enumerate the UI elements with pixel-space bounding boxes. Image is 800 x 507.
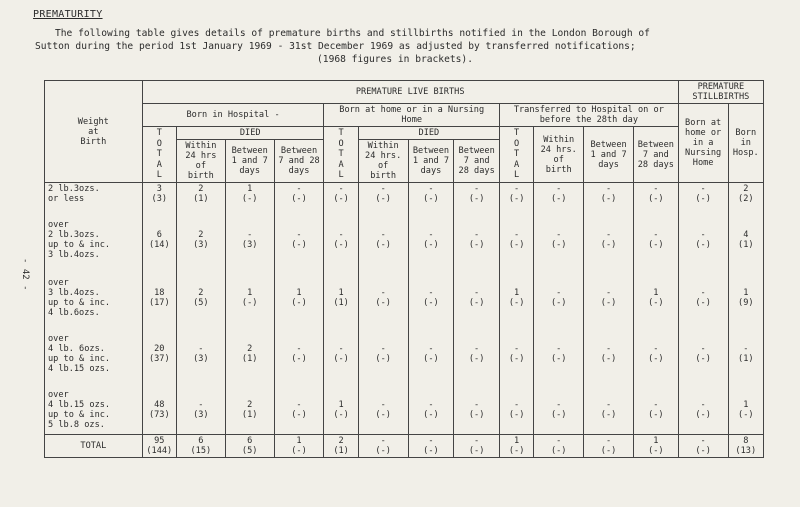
value-cell: - (-) bbox=[500, 389, 534, 435]
total-value-cell: - (-) bbox=[678, 435, 728, 458]
intro-line-3: (1968 figures in brackets). bbox=[317, 54, 473, 65]
home-header: Born at home or in a Nursing Home bbox=[324, 104, 500, 127]
total-value-cell: 1 (-) bbox=[500, 435, 534, 458]
value-cell: - (-) bbox=[454, 183, 500, 219]
weight-header: Weight at Birth bbox=[45, 81, 143, 183]
value-cell: 2 (1) bbox=[225, 389, 274, 435]
value-cell: - (-) bbox=[274, 389, 324, 435]
total-value-cell: - (-) bbox=[534, 435, 584, 458]
table-row bbox=[45, 333, 764, 389]
value-cell: 2 (1) bbox=[225, 333, 274, 389]
value-cell: - (-) bbox=[584, 333, 634, 389]
page-number: - 42 - bbox=[20, 258, 30, 291]
hospital-1-7-header: Between 1 and 7 days bbox=[225, 140, 274, 183]
hospital-within24-header: Within 24 hrs of birth bbox=[176, 140, 225, 183]
total-value-cell: 6 (5) bbox=[225, 435, 274, 458]
transferred-within24-header: Within 24 hrs. of birth bbox=[534, 127, 584, 183]
hospital-total-header: T O T A L bbox=[142, 127, 176, 183]
value-cell: 1 (-) bbox=[225, 277, 274, 333]
value-cell: 1 (-) bbox=[634, 277, 679, 333]
page-heading: PREMATURITY bbox=[33, 9, 103, 20]
value-cell: 4 (1) bbox=[728, 219, 763, 277]
total-value-cell: 6 (15) bbox=[176, 435, 225, 458]
value-cell: 1 (-) bbox=[225, 183, 274, 219]
value-cell: - (-) bbox=[454, 277, 500, 333]
value-cell: - (-) bbox=[678, 219, 728, 277]
total-value-cell: - (-) bbox=[358, 435, 408, 458]
value-cell: - (-) bbox=[454, 333, 500, 389]
weight-cell: over 4 lb.15 ozs. up to & inc. 5 lb.8 ozs. bbox=[45, 389, 143, 435]
value-cell: - (-) bbox=[408, 389, 454, 435]
value-cell: 18 (17) bbox=[142, 277, 176, 333]
value-cell: - (-) bbox=[358, 219, 408, 277]
value-cell: - (-) bbox=[534, 219, 584, 277]
intro-paragraph bbox=[35, 27, 735, 66]
table-row bbox=[45, 389, 764, 435]
value-cell: - (-) bbox=[534, 333, 584, 389]
value-cell: 1 (-) bbox=[324, 389, 358, 435]
total-value-cell: - (-) bbox=[408, 435, 454, 458]
value-cell: - (-) bbox=[274, 333, 324, 389]
value-cell: - (-) bbox=[584, 389, 634, 435]
transferred-total-header: T O T A L bbox=[500, 127, 534, 183]
value-cell: - (-) bbox=[454, 219, 500, 277]
weight-cell: over 2 lb.3ozs. up to & inc. 3 lb.4ozs. bbox=[45, 219, 143, 277]
value-cell: 1 (-) bbox=[728, 389, 763, 435]
value-cell: - (-) bbox=[408, 219, 454, 277]
value-cell: 1 (-) bbox=[500, 277, 534, 333]
hospital-7-28-header: Between 7 and 28 days bbox=[274, 140, 324, 183]
value-cell: - (-) bbox=[324, 333, 358, 389]
value-cell: - (-) bbox=[358, 277, 408, 333]
value-cell: - (-) bbox=[358, 333, 408, 389]
total-value-cell: 1 (-) bbox=[274, 435, 324, 458]
transferred-1-7-header: Between 1 and 7 days bbox=[584, 127, 634, 183]
value-cell: 1 (-) bbox=[274, 277, 324, 333]
total-value-cell: - (-) bbox=[454, 435, 500, 458]
intro-line-1: The following table gives details of premature births and stillbirths notified in the London Borough of bbox=[55, 28, 650, 39]
hospital-header: Born in Hospital - bbox=[142, 104, 324, 127]
value-cell: - (-) bbox=[408, 183, 454, 219]
home-1-7-header: Between 1 and 7 days bbox=[408, 140, 454, 183]
value-cell: 48 (73) bbox=[142, 389, 176, 435]
value-cell: - (-) bbox=[634, 183, 679, 219]
value-cell: - (-) bbox=[534, 277, 584, 333]
value-cell: - (3) bbox=[176, 333, 225, 389]
value-cell: - (-) bbox=[634, 333, 679, 389]
still-hosp-header: Born in Hosp. bbox=[728, 104, 763, 183]
value-cell: - (3) bbox=[176, 389, 225, 435]
value-cell: 6 (14) bbox=[142, 219, 176, 277]
value-cell: 3 (3) bbox=[142, 183, 176, 219]
value-cell: - (-) bbox=[274, 183, 324, 219]
value-cell: - (-) bbox=[634, 389, 679, 435]
value-cell: 2 (3) bbox=[176, 219, 225, 277]
value-cell: - (-) bbox=[678, 333, 728, 389]
value-cell: 2 (1) bbox=[176, 183, 225, 219]
stillbirths-header: PREMATURE STILLBIRTHS bbox=[678, 81, 763, 104]
home-total-header: T O T A L bbox=[324, 127, 358, 183]
weight-cell: 2 lb.3ozs. or less bbox=[45, 183, 143, 219]
total-value-cell: 95 (144) bbox=[142, 435, 176, 458]
value-cell: - (-) bbox=[678, 277, 728, 333]
value-cell: - (-) bbox=[584, 183, 634, 219]
value-cell: - (3) bbox=[225, 219, 274, 277]
total-row bbox=[45, 435, 764, 458]
value-cell: - (-) bbox=[678, 389, 728, 435]
value-cell: - (-) bbox=[408, 277, 454, 333]
value-cell: 2 (5) bbox=[176, 277, 225, 333]
value-cell: - (1) bbox=[728, 333, 763, 389]
value-cell: - (-) bbox=[584, 219, 634, 277]
value-cell: - (-) bbox=[408, 333, 454, 389]
value-cell: - (-) bbox=[500, 333, 534, 389]
value-cell: - (-) bbox=[324, 219, 358, 277]
home-7-28-header: Between 7 and 28 days bbox=[454, 140, 500, 183]
value-cell: - (-) bbox=[358, 183, 408, 219]
live-births-header: PREMATURE LIVE BIRTHS bbox=[142, 81, 678, 104]
weight-cell: over 3 lb.4ozs. up to & inc. 4 lb.6ozs. bbox=[45, 277, 143, 333]
table-row bbox=[45, 277, 764, 333]
total-value-cell: 8 (13) bbox=[728, 435, 763, 458]
value-cell: - (-) bbox=[634, 219, 679, 277]
value-cell: 2 (2) bbox=[728, 183, 763, 219]
value-cell: - (-) bbox=[534, 389, 584, 435]
value-cell: - (-) bbox=[358, 389, 408, 435]
value-cell: - (-) bbox=[324, 183, 358, 219]
hospital-died-header: DIED bbox=[176, 127, 324, 140]
still-home-header: Born at home or in a Nursing Home bbox=[678, 104, 728, 183]
total-value-cell: 2 (1) bbox=[324, 435, 358, 458]
value-cell: 1 (1) bbox=[324, 277, 358, 333]
value-cell: 20 (37) bbox=[142, 333, 176, 389]
total-label: TOTAL bbox=[45, 435, 143, 458]
value-cell: - (-) bbox=[584, 277, 634, 333]
intro-line-2: Sutton during the period 1st January 1969 - 31st December 1969 as adjusted by transferred notifications; bbox=[35, 41, 636, 52]
value-cell: 1 (9) bbox=[728, 277, 763, 333]
value-cell: - (-) bbox=[678, 183, 728, 219]
value-cell: - (-) bbox=[500, 183, 534, 219]
value-cell: - (-) bbox=[274, 219, 324, 277]
home-within24-header: Within 24 hrs. of birth bbox=[358, 140, 408, 183]
value-cell: - (-) bbox=[500, 219, 534, 277]
value-cell: - (-) bbox=[534, 183, 584, 219]
value-cell: - (-) bbox=[454, 389, 500, 435]
transferred-header: Transferred to Hospital on or before the 28th day bbox=[500, 104, 679, 127]
prematurity-table bbox=[44, 80, 764, 458]
table-row bbox=[45, 183, 764, 219]
home-died-header: DIED bbox=[358, 127, 499, 140]
transferred-7-28-header: Between 7 and 28 days bbox=[634, 127, 679, 183]
table-row bbox=[45, 219, 764, 277]
total-value-cell: - (-) bbox=[584, 435, 634, 458]
total-value-cell: 1 (-) bbox=[634, 435, 679, 458]
weight-cell: over 4 lb. 6ozs. up to & inc. 4 lb.15 ozs. bbox=[45, 333, 143, 389]
